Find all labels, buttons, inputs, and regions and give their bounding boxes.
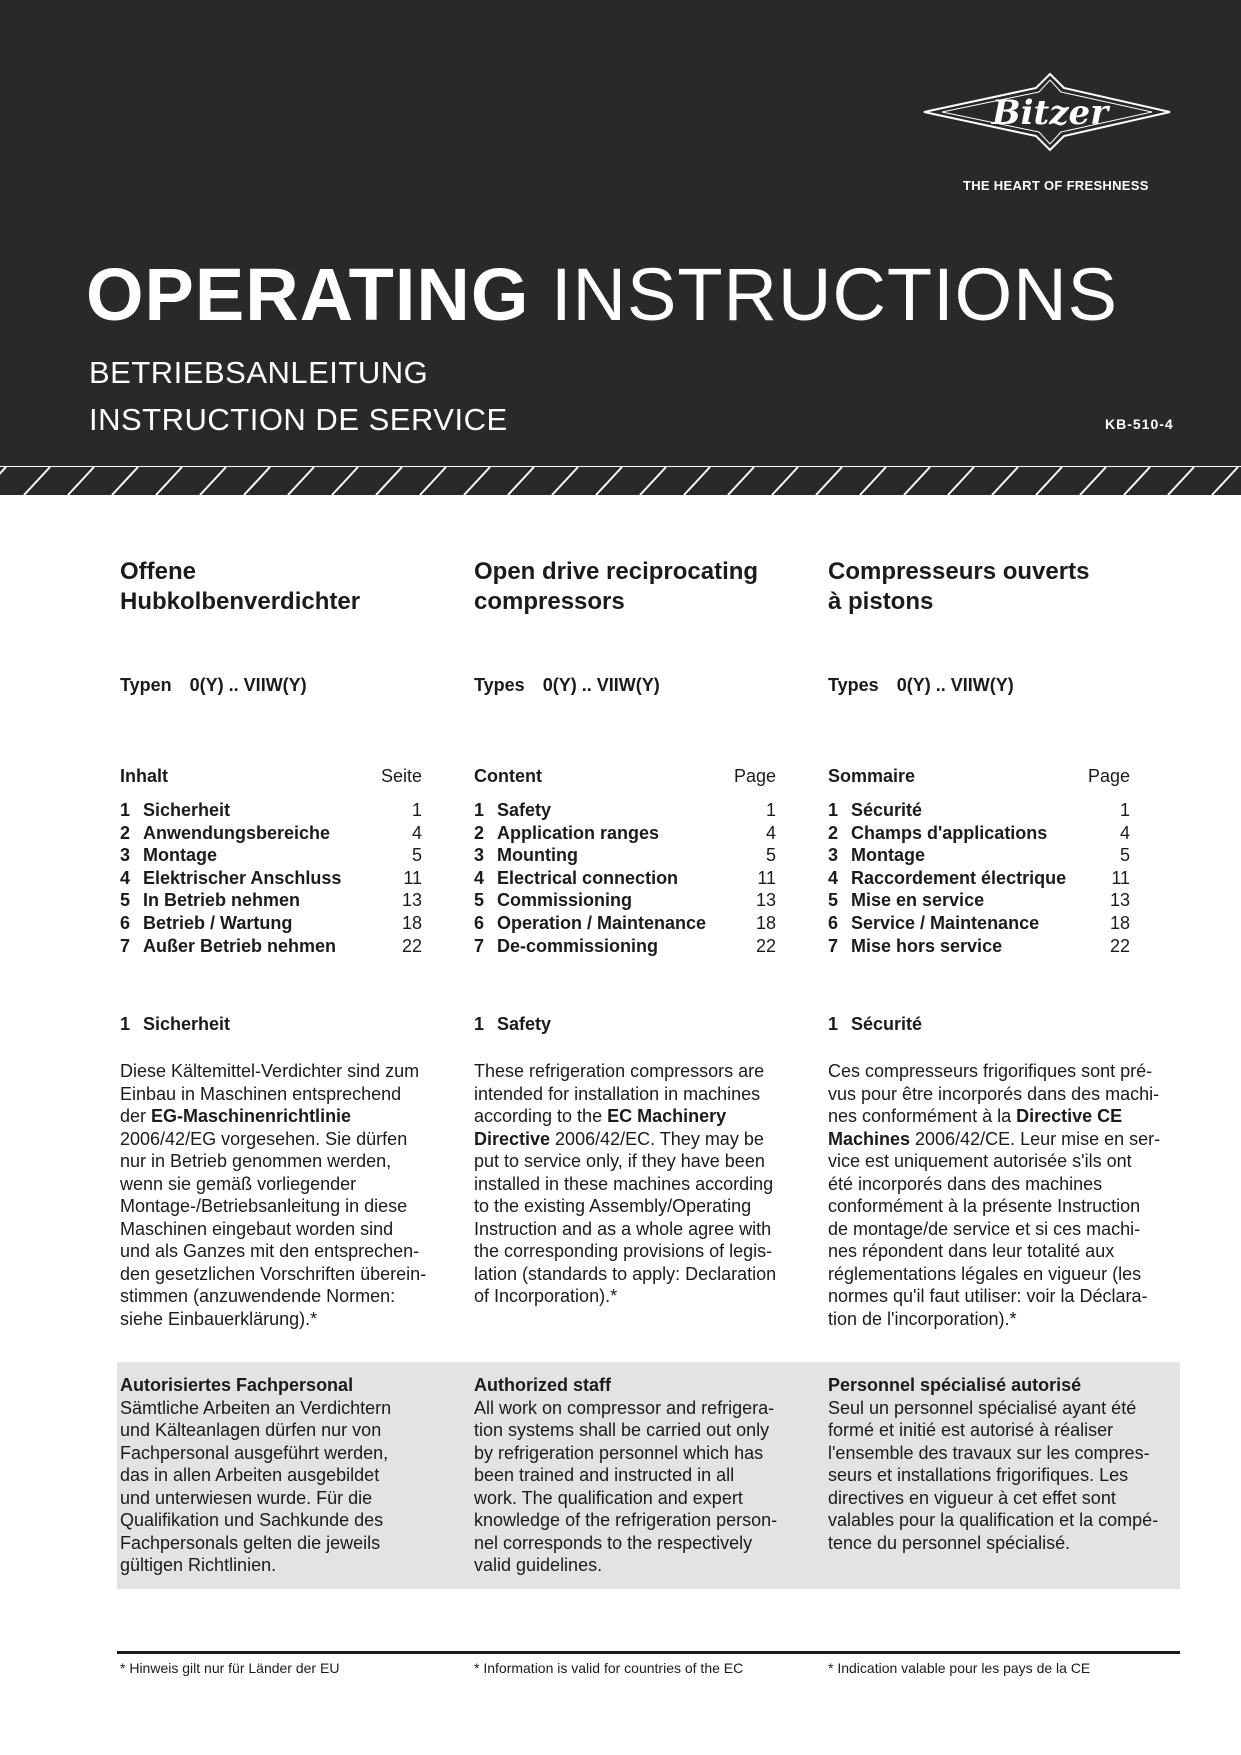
- table-of-contents: [828, 799, 1130, 957]
- types-value: 0(Y) .. VIIW(Y): [542, 675, 660, 695]
- title-light: INSTRUCTIONS: [551, 253, 1118, 336]
- toc-label: Sommaire: [828, 766, 916, 786]
- toc-item[interactable]: 6 Betrieb / Wartung 18: [120, 912, 422, 933]
- column-heading: [120, 557, 450, 617]
- heading-line: Open drive reciprocating: [474, 558, 759, 585]
- toc-item[interactable]: 1 Safety 1: [474, 800, 776, 820]
- toc-item[interactable]: 1 Sécurité 1: [828, 800, 1130, 820]
- footer-rule: [117, 1651, 1180, 1654]
- toc-item[interactable]: 4 Electrical connection 11: [474, 867, 776, 888]
- toc-item[interactable]: 7 De-commissioning 22: [474, 935, 776, 956]
- toc-item[interactable]: 3 Montage 5: [120, 845, 422, 866]
- subtitle-fr: INSTRUCTION DE SERVICE: [89, 402, 508, 437]
- heading-line: Compresseurs ouverts: [828, 558, 1090, 585]
- section-title: 1 Sécurité: [828, 1014, 923, 1034]
- toc-item[interactable]: 2 Anwendungsbereiche 4: [120, 822, 422, 843]
- toc-item[interactable]: 7 Mise hors service 22: [828, 935, 1130, 956]
- section-paragraph: Ces compresseurs frigorifiques sont pré- vus pour être incorporés dans des machi- nes conformément à la Directive CE Machines 2006/42/CE. Leur mise en ser- vice est uniquement autorisée s'ils ont été incorporés dans des machines conformément à la présente Instruction de montage/de service et si ces machi- nes répondent dans leur totalité aux réglementations légales en vigueur (les normes qu'il faut utiliser: voir la Déclara- tion de l'incorporation).*: [828, 1061, 1161, 1329]
- section-title: 1 Safety: [474, 1014, 552, 1034]
- authorized-staff-en: Authorized staff All work on compressor and refrigera- tion systems shall be carried out only by refrigeration personnel which has been trained and instructed in all work. The qualification and expert knowledge of the refrigeration person- nel corresponds to the respectively valid guidelines.: [474, 1374, 804, 1577]
- section-paragraph: These refrigeration compressors are intended for installation in machines according to the EC Machinery Directive 2006/42/EC. They may be put to service only, if they have been installed in these machines according to the existing Assembly/Operating Instruction and as a whole agree with the corresponding provisions of legis- lation (standards to apply: Declaration of Incorporation).*: [474, 1061, 777, 1306]
- toc-item[interactable]: 4 Elektrischer Anschluss 11: [120, 867, 422, 888]
- section-title: 1 Sicherheit: [120, 1014, 231, 1034]
- toc-item[interactable]: 6 Operation / Maintenance 18: [474, 912, 776, 933]
- toc-header: [120, 766, 422, 790]
- footnote-fr: * Indication valable pour les pays de la CE: [828, 1660, 1091, 1676]
- hatched-stripe-band: [0, 466, 1241, 498]
- toc-page-label: Seite: [380, 766, 422, 786]
- tagline: THE HEART OF FRESHNESS: [963, 178, 1149, 193]
- table-of-contents: [120, 799, 422, 957]
- page-title: [86, 253, 1118, 336]
- heading-line: à pistons: [828, 588, 934, 615]
- types-label: Types: [828, 675, 879, 695]
- subtitle-de: BETRIEBSANLEITUNG: [89, 355, 429, 390]
- toc-item[interactable]: 1 Sicherheit 1: [120, 800, 422, 820]
- box-title: Autorisiertes Fachpersonal: [120, 1375, 354, 1395]
- toc-label: Inhalt: [120, 766, 168, 786]
- logo-diamond-icon: [918, 70, 1182, 170]
- column-heading: [828, 557, 1158, 617]
- column-heading: [474, 557, 804, 617]
- types-value: 0(Y) .. VIIW(Y): [896, 675, 1014, 695]
- toc-item[interactable]: 3 Mounting 5: [474, 845, 776, 866]
- toc-item[interactable]: 6 Service / Maintenance 18: [828, 912, 1130, 933]
- box-title: Personnel spécialisé autorisé: [828, 1375, 1082, 1395]
- heading-line: Offene: [120, 558, 197, 585]
- box-title: Authorized staff: [474, 1375, 611, 1395]
- types-label: Types: [474, 675, 525, 695]
- authorized-staff-fr: Personnel spécialisé autorisé Seul un personnel spécialisé ayant été formé et initié est autorisé à réaliser l'ensemble des travaux sur les compres- seurs et installations frigorifiques. Les directives en vigueur à cet effet sont valables pour la qualification et la compé- tence du personnel spécialisé.: [828, 1375, 1159, 1553]
- authorized-staff-de: Autorisiertes Fachpersonal Sämtliche Arbeiten an Verdichtern und Kälteanlagen dürfen nur von Fachpersonal ausgeführt werden, das in allen Arbeiten ausgebildet und unterwiesen wurde. Für die Qualifikation und Sachkunde des Fachpersonals gelten die jeweils gültigen Richtlinien.: [120, 1374, 450, 1577]
- types-label: Typen: [120, 675, 172, 695]
- toc-header: [474, 766, 776, 790]
- toc-item[interactable]: 5 In Betrieb nehmen 13: [120, 890, 422, 911]
- types-line: [474, 675, 660, 696]
- toc-item[interactable]: 5 Commissioning 13: [474, 890, 776, 911]
- footnote-de: * Hinweis gilt nur für Länder der EU: [120, 1660, 340, 1676]
- toc-item[interactable]: 3 Montage 5: [828, 845, 1130, 866]
- toc-label: Content: [474, 766, 542, 786]
- document-code: KB-510-4: [1105, 416, 1174, 432]
- section-paragraph: Diese Kältemittel-Verdichter sind zum Einbau in Maschinen entsprechend der EG-Maschinenrichtlinie 2006/42/EG vorgesehen. Sie dürfen nur in Betrieb genommen werden, wenn sie gemäß vorliegender Montage-/Betriebsanleitung in diese Maschinen eingebaut worden sind und als Ganzes mit den entsprechen- den gesetzlichen Vorschriften überein- stimmen (anzuwendende Normen: siehe Einbauerklärung).*: [120, 1061, 427, 1329]
- toc-item[interactable]: 7 Außer Betrieb nehmen 22: [120, 935, 422, 956]
- cover-header: [0, 0, 1241, 498]
- table-of-contents: [474, 799, 776, 957]
- heading-line: compressors: [474, 588, 625, 615]
- toc-item[interactable]: 5 Mise en service 13: [828, 890, 1130, 911]
- toc-page-label: Page: [1087, 766, 1130, 786]
- toc-header: [828, 766, 1130, 790]
- types-line: [120, 675, 307, 696]
- types-value: 0(Y) .. VIIW(Y): [189, 675, 307, 695]
- types-line: [828, 675, 1014, 696]
- heading-line: Hubkolbenverdichter: [120, 588, 361, 615]
- bitzer-logo: [918, 70, 1182, 210]
- toc-page-label: Page: [733, 766, 776, 786]
- toc-item[interactable]: 4 Raccordement électrique 11: [828, 867, 1130, 888]
- logo-text: Bitzer: [991, 93, 1109, 133]
- toc-item[interactable]: 2 Application ranges 4: [474, 822, 776, 843]
- title-bold: OPERATING: [86, 253, 530, 336]
- footnote-en: * Information is valid for countries of the EC: [474, 1660, 744, 1676]
- toc-item[interactable]: 2 Champs d'applications 4: [828, 822, 1130, 843]
